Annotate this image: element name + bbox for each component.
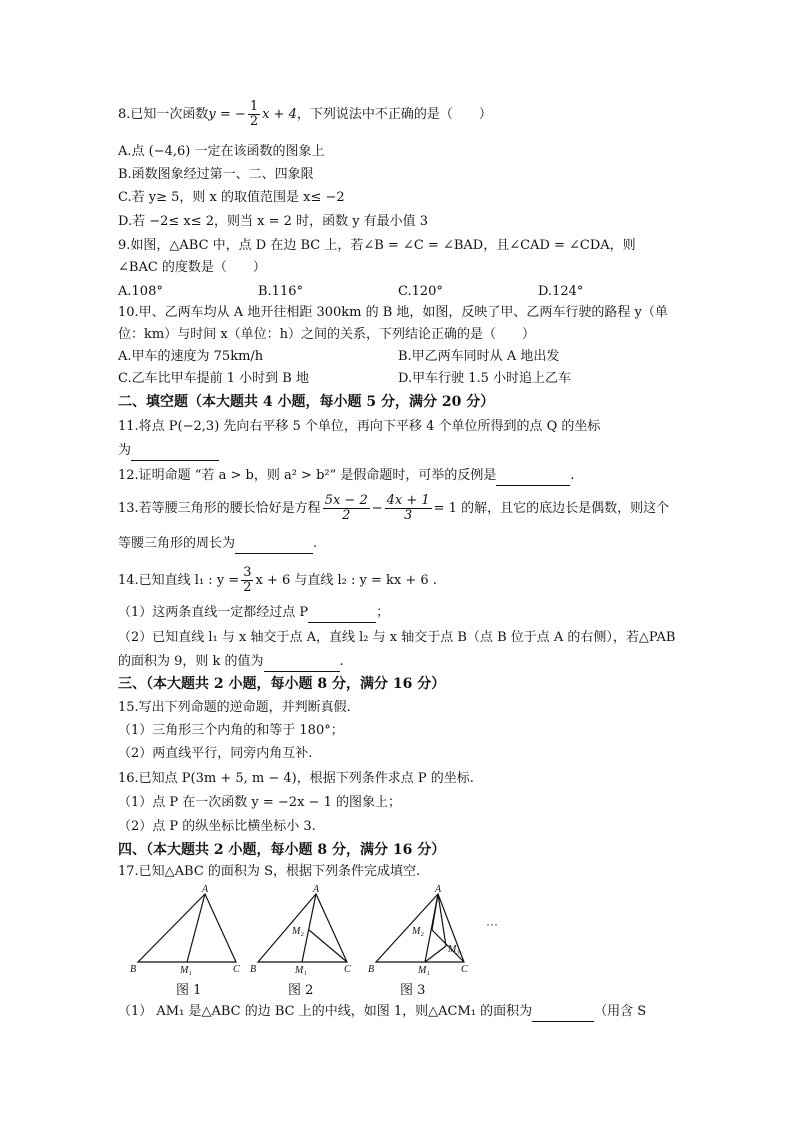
fig1-label-m1: M₁ bbox=[180, 965, 192, 976]
section-3-heading: 三、（本大题共 2 小题，每小题 8 分，满分 16 分） bbox=[118, 676, 446, 692]
q9-line1: 9.如图，△ABC 中，点 D 在边 BC 上，若∠B = ∠C = ∠BAD，且∠CAD = ∠CDA，则 bbox=[118, 238, 636, 253]
q9-option-a: A.108° bbox=[118, 284, 163, 299]
q15-line: 15.写出下列命题的逆命题，并判断真假. bbox=[118, 700, 351, 715]
q17-figures bbox=[120, 882, 520, 982]
q8-option-c: C.若 y≥ 5，则 x 的取值范围是 x≤ −2 bbox=[118, 190, 345, 205]
q8-stem: 8.已知一次函数y = − $\frac{1}{2}$ x + 4，下列说法中不正确的是（ ） bbox=[118, 99, 492, 129]
q16-sub1: （1）点 P 在一次函数 y = −2x − 1 的图象上； bbox=[118, 795, 401, 810]
q16-sub2: （2）点 P 的纵坐标比横坐标小 3. bbox=[118, 819, 316, 834]
q10-line2: 位：km）与时间 x（单位：h）之间的关系，下列结论正确的是（ ） bbox=[118, 327, 536, 342]
q10-option-b: B.甲乙两车同时从 A 地出发 bbox=[398, 349, 560, 364]
fig2-label-c: C bbox=[344, 964, 351, 975]
q17-sub1: （1） AM₁ 是△ABC 的边 BC 上的中线，如图 1，则△ACM₁ 的面积为 （用含 S bbox=[118, 1003, 646, 1022]
q14-sub2b: 的面积为 9，则 k 的值为 . bbox=[118, 653, 344, 672]
fig3-label-a: A bbox=[435, 884, 442, 895]
fig2-label-m1: M₁ bbox=[295, 965, 307, 976]
q15-sub2: （2）两直线平行，同旁内角互补. bbox=[118, 746, 313, 761]
q12-answer-blank[interactable] bbox=[496, 467, 570, 486]
q8-fraction: $\frac{1}{2}$ bbox=[249, 99, 259, 129]
q14-sub1: （1）这两条直线一定都经过点 P ； bbox=[118, 604, 389, 623]
q13-line1: 13.若等腰三角形的腰长恰好是方程 $\frac{5x - 2}{2}$ − $\frac{4x + 1}{3}$ = 1 的解，且它的底边长是偶数，则这个 bbox=[118, 493, 670, 523]
section-2-heading: 二、填空题（本大题共 4 小题，每小题 5 分，满分 20 分） bbox=[118, 394, 495, 410]
q10-option-a: A.甲车的速度为 75km/h bbox=[118, 349, 264, 364]
q8-option-a: A.点 (−4,6) 一定在该函数的图象上 bbox=[118, 144, 325, 159]
q14-fraction: $\frac{3}{2}$ bbox=[243, 565, 252, 595]
fig3-label-m1: M₁ bbox=[418, 965, 430, 976]
q13-fraction-2: $\frac{4x + 1}{3}$ bbox=[386, 493, 430, 523]
fig3-label-c: C bbox=[461, 964, 468, 975]
q11-line2: 为 bbox=[118, 442, 219, 461]
fig1-label-a: A bbox=[202, 884, 209, 895]
fig2-label-a: A bbox=[313, 884, 320, 895]
q11-line1: 11.将点 P(−2,3) 先向右平移 5 个单位，再向下平移 4 个单位所得到的点 Q 的坐标 bbox=[118, 419, 601, 434]
q15-sub1: （1）三角形三个内角的和等于 180°； bbox=[118, 723, 344, 738]
q14-line1: 14.已知直线 l₁ : y = $\frac{3}{2}$ x + 6 与直线 l₂ : y = kx + 6 . bbox=[118, 565, 437, 595]
q13-fraction-1: $\frac{5x - 2}{2}$ bbox=[324, 493, 368, 523]
q9-option-d: D.124° bbox=[538, 284, 584, 299]
fig-continuation-dots: ··· bbox=[486, 917, 498, 931]
q14-sub2: （2）已知直线 l₁ 与 x 轴交于点 A，直线 l₂ 与 x 轴交于点 B（点 B 位于点 A 的右侧），若△PAB bbox=[118, 630, 676, 645]
q9-option-c: C.120° bbox=[398, 284, 443, 299]
figure-1 bbox=[138, 894, 236, 962]
q10-option-d: D.甲车行驶 1.5 小时追上乙车 bbox=[398, 371, 572, 386]
q14-answer-blank-1[interactable] bbox=[308, 604, 376, 623]
fig3-label-m2: M₂ bbox=[412, 926, 424, 937]
fig1-label-b: B bbox=[130, 964, 137, 975]
q12-line: 12.证明命题 “若 a > b，则 a² > b²” 是假命题时，可举的反例是 . bbox=[118, 467, 575, 486]
q10-option-c: C.乙车比甲车提前 1 小时到 B 地 bbox=[118, 371, 309, 386]
q9-option-b: B.116° bbox=[258, 284, 303, 299]
fig3-label-b: B bbox=[368, 964, 375, 975]
q17-answer-blank-1[interactable] bbox=[532, 1003, 594, 1022]
q11-answer-blank[interactable] bbox=[131, 442, 219, 461]
fig1-label-c: C bbox=[233, 964, 240, 975]
q17-line: 17.已知△ABC 的面积为 S，根据下列条件完成填空. bbox=[118, 864, 421, 879]
q10-line1: 10.甲、乙两车均从 A 地开往相距 300km 的 B 地，如图，反映了甲、乙两车行驶的路程 y（单 bbox=[118, 305, 668, 320]
fig2-label-m2: M₂ bbox=[292, 926, 304, 937]
fig3-label-m3: M₃ bbox=[448, 944, 460, 955]
q8-option-d: D.若 −2≤ x≤ 2，则当 x = 2 时，函数 y 有最小值 3 bbox=[118, 214, 429, 229]
q16-line: 16.已知点 P(3m + 5, m − 4)，根据下列条件求点 P 的坐标. bbox=[118, 771, 474, 786]
q13-line2: 等腰三角形的周长为 . bbox=[118, 535, 317, 554]
fig2-caption: 图 2 bbox=[288, 983, 314, 998]
q9-line2: ∠BAC 的度数是（ ） bbox=[118, 260, 266, 275]
q8-option-b: B.函数图象经过第一、二、四象限 bbox=[118, 167, 314, 182]
fig3-caption: 图 3 bbox=[400, 983, 426, 998]
q13-answer-blank[interactable] bbox=[235, 535, 313, 554]
fig1-caption: 图 1 bbox=[176, 983, 202, 998]
q14-answer-blank-2[interactable] bbox=[264, 653, 340, 672]
fig2-label-b: B bbox=[250, 964, 257, 975]
section-4-heading: 四、（本大题共 2 小题，每小题 8 分，满分 16 分） bbox=[118, 842, 446, 858]
